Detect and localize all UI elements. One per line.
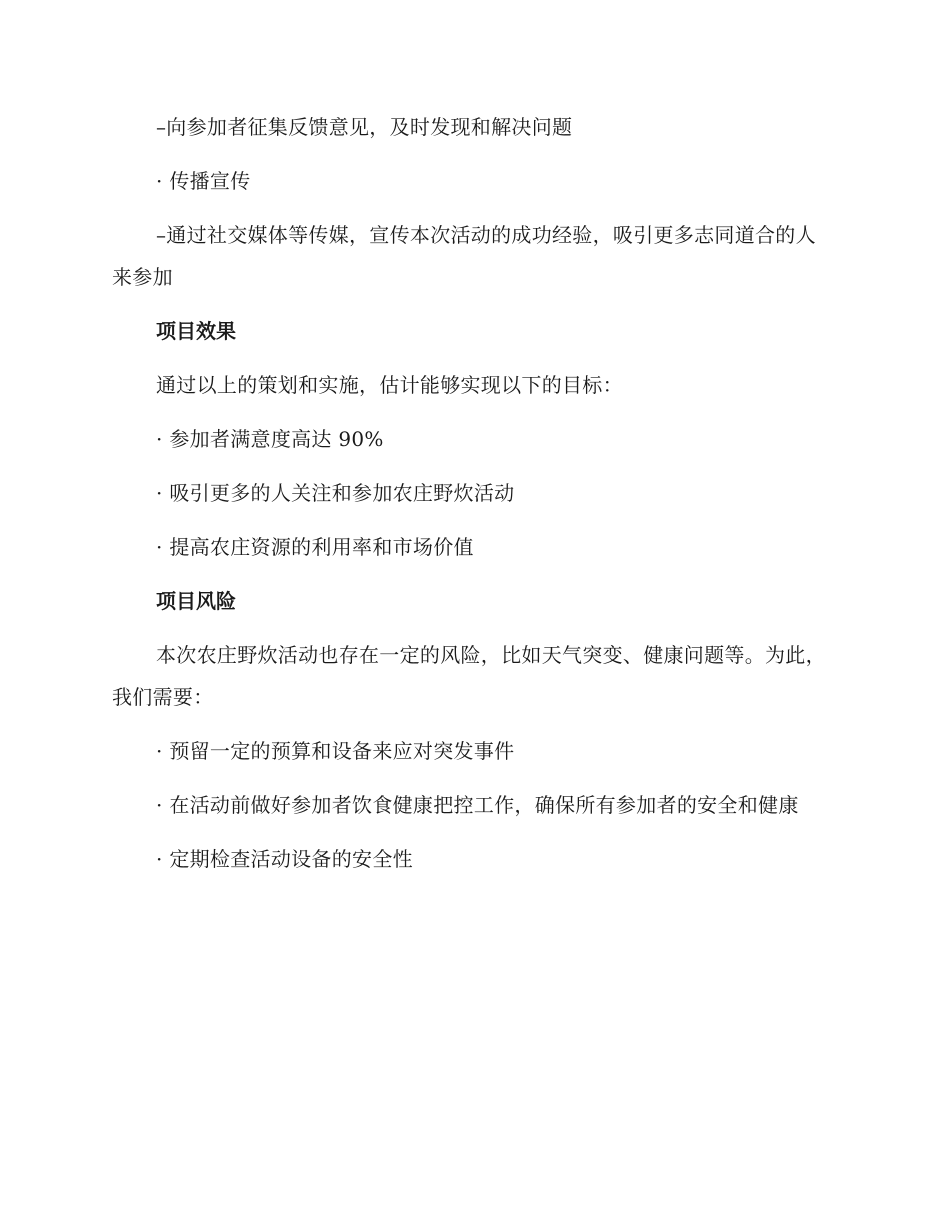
bullet-promotion: · 传播宣传 (156, 169, 251, 193)
bullet-attract-people: · 吸引更多的人关注和参加农庄野炊活动 (156, 481, 515, 505)
paragraph-social-media: –通过社交媒体等传媒，宣传本次活动的成功经验，吸引更多志同道合的人来参加 (112, 223, 816, 289)
heading-project-risk: 项目风险 (156, 589, 236, 613)
bullet-satisfaction: · 参加者满意度高达 90% (156, 427, 384, 451)
paragraph-goals-intro: 通过以上的策划和实施，估计能够实现以下的目标： (156, 373, 623, 397)
bullet-food-health: · 在活动前做好参加者饮食健康把控工作，确保所有参加者的安全和健康 (156, 793, 799, 817)
bullet-resource-usage: · 提高农庄资源的利用率和市场价值 (156, 535, 474, 559)
heading-project-effect: 项目效果 (156, 319, 236, 343)
document-page (112, 106, 828, 880)
paragraph-risk-intro: 本次农庄野炊活动也存在一定的风险，比如天气突变、健康问题等。为此，我们需要： (112, 643, 826, 709)
paragraph-feedback: –向参加者征集反馈意见，及时发现和解决问题 (156, 115, 573, 139)
bullet-equipment-check: · 定期检查活动设备的安全性 (156, 847, 413, 871)
bullet-budget-reserve: · 预留一定的预算和设备来应对突发事件 (156, 739, 515, 763)
